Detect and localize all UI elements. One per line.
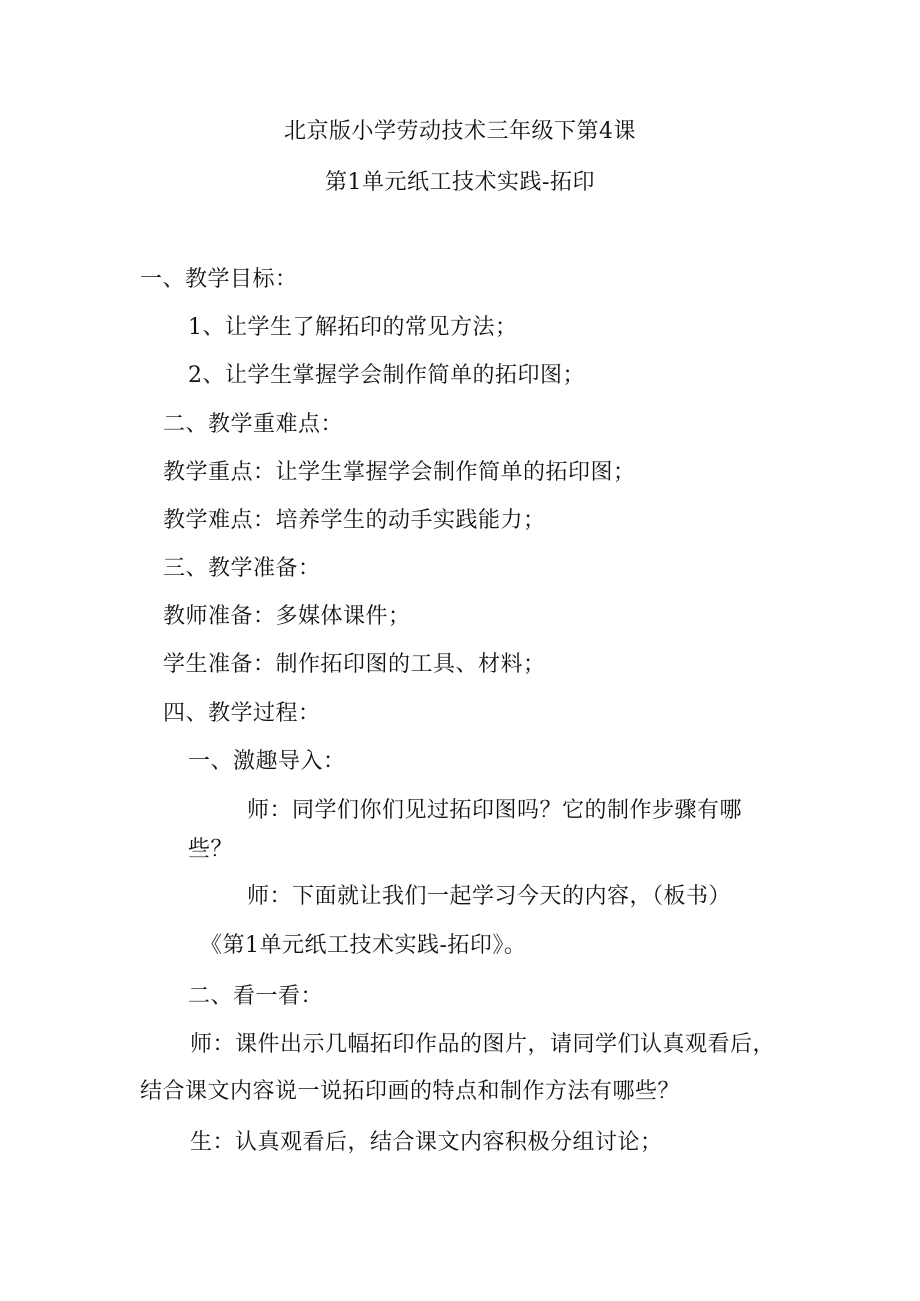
process-2-heading: 二、看一看：: [188, 984, 324, 1009]
section-2-difficulty: 教学难点：培养学生的动手实践能力；: [163, 508, 546, 533]
section-2-key-point: 教学重点：让学生掌握学会制作简单的拓印图；: [163, 460, 636, 485]
doc-title-line1: 北京版小学劳动技术三年级下第4课: [284, 119, 636, 144]
section-4-heading: 四、教学过程：: [163, 701, 321, 726]
process-1-intro-line2: 《第1单元纸工技术实践-拓印》。: [200, 933, 527, 958]
process-2-student: 生：认真观看后，结合课文内容积极分组讨论；: [190, 1130, 663, 1155]
section-3-teacher-prep: 教师准备：多媒体课件；: [163, 604, 411, 629]
section-3-heading: 三、教学准备：: [163, 556, 321, 581]
process-1-question-line2: 些？: [188, 837, 234, 862]
section-2-heading: 二、教学重难点：: [163, 412, 344, 437]
process-1-question-line1: 师：同学们你们见过拓印图吗？它的制作步骤有哪: [247, 798, 743, 823]
process-1-intro-line1: 师：下面就让我们一起学习今天的内容，（板书）: [247, 884, 732, 909]
doc-title-line2: 第1单元纸工技术实践-拓印: [325, 170, 595, 195]
process-2-teacher-line2: 结合课文内容说一说拓印画的特点和制作方法有哪些？: [140, 1079, 681, 1104]
section-3-student-prep: 学生准备：制作拓印图的工具、材料；: [163, 652, 546, 677]
section-1-heading: 一、教学目标：: [140, 267, 298, 292]
process-2-teacher-line1: 师：课件出示几幅拓印作品的图片，请同学们认真观看后，: [190, 1032, 776, 1057]
section-1-item-1: 1、让学生了解拓印的常见方法；: [188, 315, 518, 340]
process-1-heading: 一、激趣导入：: [188, 749, 346, 774]
section-1-item-2: 2、让学生掌握学会制作简单的拓印图；: [188, 363, 585, 388]
